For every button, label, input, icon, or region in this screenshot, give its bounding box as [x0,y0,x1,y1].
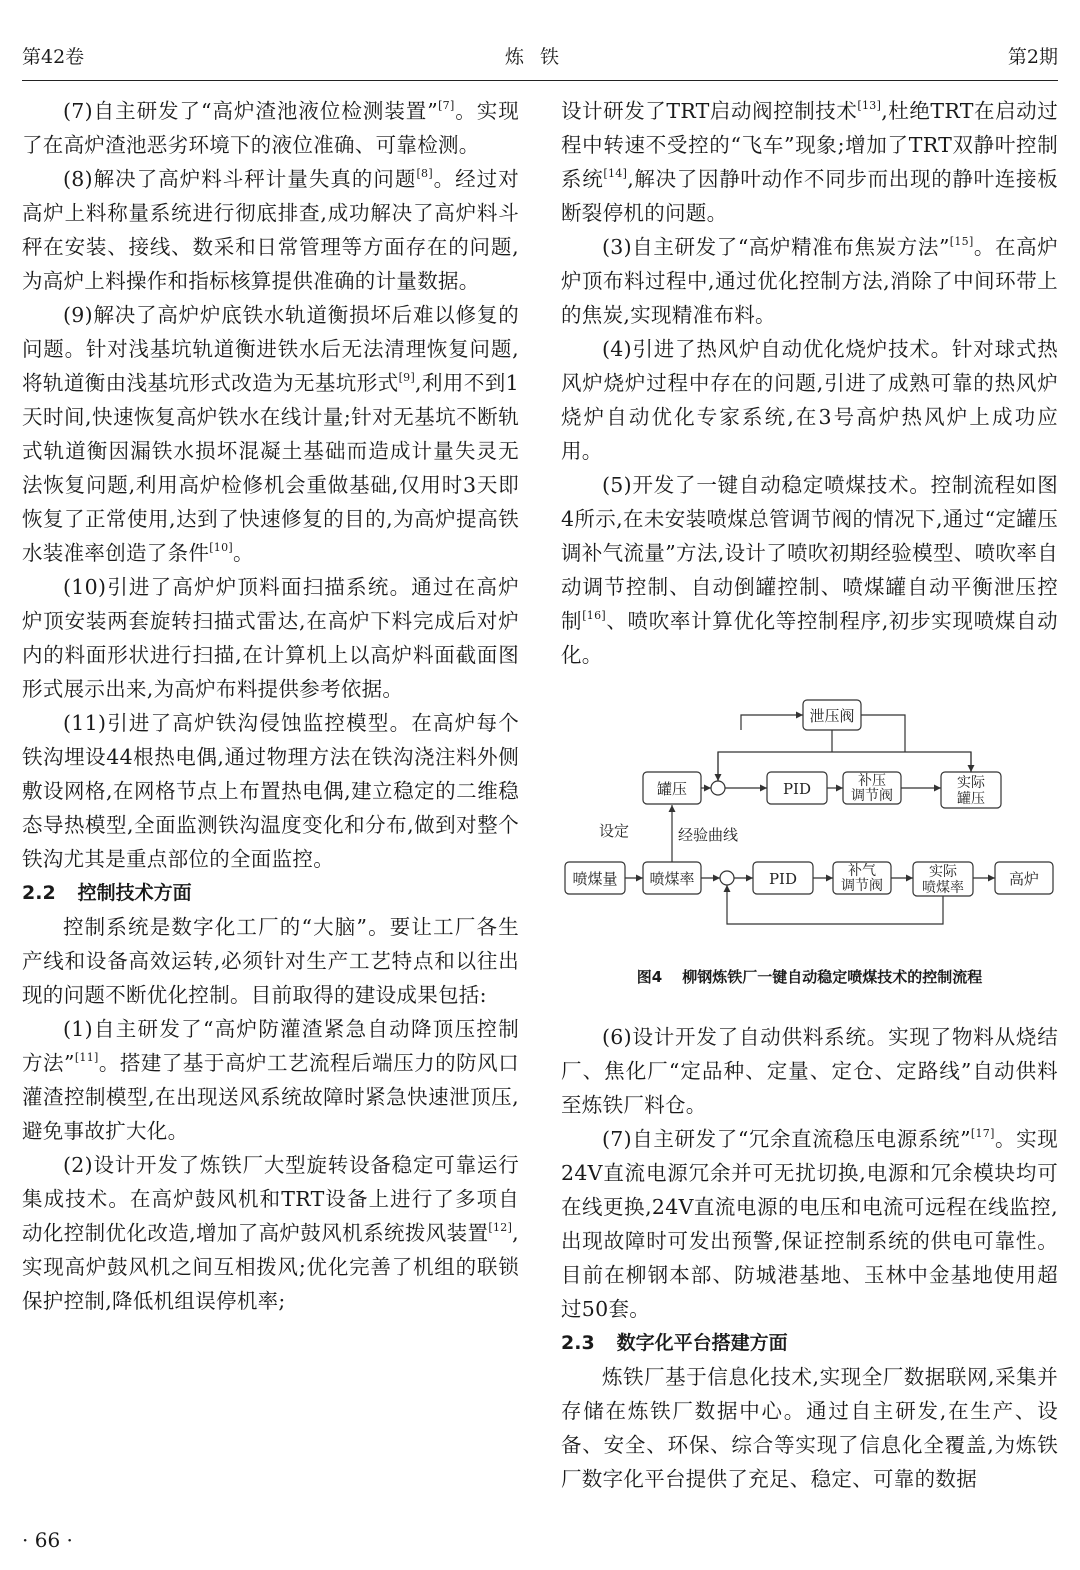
furnace-label: 高炉 [1008,870,1040,888]
citation: [9] [398,371,416,384]
paragraph-item-7: (7)自主研发了“高炉渣池液位检测装置”[7]。实现了在高炉渣池恶劣环境下的液位准确、可靠检测。 [22,99,520,157]
paragraph-control-3: (3)自主研发了“高炉精准布焦炭方法”[15]。在高炉炉顶布料过程中,通过优化控制方法,消除了中间环带上的焦炭,实现精准布料。 [561,235,1058,327]
citation: [12] [488,1221,513,1234]
figure-caption: 图4 柳钢炼铁厂一键自动稳定喷煤技术的控制流程 [636,968,983,986]
section-heading-2-3: 2.3 数字化平台搭建方面 [561,1332,788,1354]
tank-pressure-label: 罐压 [656,780,688,798]
actual-tank-label-1: 实际 [957,775,985,791]
citation: [8] [416,167,433,180]
citation: [17] [970,1127,995,1140]
sum-junction-top [711,781,725,795]
relief-valve-label: 泄压阀 [809,707,855,725]
page-number: · 66 · [22,1528,73,1552]
section-intro: 控制系统是数字化工厂的“大脑”。要让工厂各生产线和设备高效运转,必须针对生产工艺特点和以往出现的问题不断优化控制。目前取得的建设成果包括: [22,915,519,1007]
citation: [7] [438,99,455,112]
paragraph-digital-1: 炼铁厂基于信息化技术,实现全厂数据联网,采集并存储在炼铁厂数据中心。通过自主研发,在生产、设备、安全、环保、综合等实现了信息化全覆盖,为炼铁厂数字化平台提供了充足、稳定、可靠的数据 [561,1365,1058,1491]
paragraph-item-8: (8)解决了高炉料斗秤计量失真的问题[8]。经过对高炉上料称量系统进行彻底排查,成功解决了高炉料斗秤在安装、接线、数采和日常管理等方面存在的问题,为高炉上料操作和指标核算提供准确的计量数据。 [22,167,519,293]
citation: [14] [603,167,628,180]
journal-title: 炼铁 [504,46,575,68]
section-heading-2-2: 2.2 控制技术方面 [22,882,192,904]
actual-tank-label-2: 罐压 [957,791,985,807]
experience-curve-label: 经验曲线 [678,826,739,844]
actual-rate-label-1: 实际 [929,864,957,880]
paragraph-control-4: (4)引进了热风炉自动优化烧炉技术。针对球式热风炉烧炉过程中存在的问题,引进了成熟可靠的热风炉烧炉自动优化专家系统,在3号高炉热风炉上成功应用。 [561,337,1058,463]
supp-pressure-label-1: 补压 [858,773,886,789]
control-flow-diagram [561,672,1058,962]
citation: [15] [949,235,974,248]
citation: [11] [74,1051,99,1064]
sum-junction-bottom [720,871,734,885]
coal-amount-label: 喷煤量 [572,870,618,888]
issue-label: 第2期 [1007,46,1058,68]
supp-gas-label-1: 补气 [848,863,876,879]
actual-rate-label-2: 喷煤率 [922,880,964,896]
supp-pressure-label-2: 调节阀 [851,788,893,804]
running-header [22,44,1058,81]
volume-label: 第42卷 [22,46,85,68]
paragraph-control-5: (5)开发了一键自动稳定喷煤技术。控制流程如图4所示,在未安装喷煤总管调节阀的情况下,通过“定罐压调补气流量”方法,设计了喷吹初期经验模型、喷吹率自动调节控制、自动倒罐控制、喷煤罐自动平衡泄压控制[16]、喷吹率计算优化等控制程序,初步实现喷煤自动化。 [561,473,1058,667]
right-column [561,94,1058,1496]
paragraph-item-10: (10)引进了高炉炉顶料面扫描系统。通过在高炉炉顶安装两套旋转扫描式雷达,在高炉下料完成后对炉内的料面形状进行扫描,在计算机上以高炉料面截面图形式展示出来,为高炉布料提供参考依据。 [22,575,519,701]
paragraph-control-2-continued: 设计研发了TRT启动阀控制技术[13],杜绝TRT在启动过程中转速不受控的“飞车”现象;增加了TRT双静叶控制系统[14],解决了因静叶动作不同步而出现的静叶连接板断裂停机的问题。 [561,99,1059,225]
supp-gas-label-2: 调节阀 [841,878,883,894]
citation: [16] [582,609,606,622]
paragraph-control-6: (6)设计开发了自动供料系统。实现了物料从烧结厂、焦化厂“定品种、定量、定仓、定路线”自动供料至炼铁厂料仓。 [561,1025,1058,1117]
figure-4 [561,672,1058,1020]
coal-rate-label: 喷煤率 [649,870,695,888]
paragraph-item-9: (9)解决了高炉炉底铁水轨道衡损坏后难以修复的问题。针对浅基坑轨道衡进铁水后无法清理恢复问题,将轨道衡由浅基坑形式改造为无基坑形式[9],利用不到1天时间,快速恢复高炉铁水在线计量;针对无基坑不断轨式轨道衡因漏铁水损坏混凝土基础而造成计量失灵无法恢复问题,利用高炉检修机会重做基础,仅用时3天即恢复了正常使用,达到了快速修复的目的,为高炉提高铁水装准率创造了条件[10]。 [22,303,520,565]
pid-bottom-label: PID [768,870,798,888]
setpoint-label: 设定 [599,822,630,840]
paragraph-control-2: (2)设计开发了炼铁厂大型旋转设备稳定可靠运行集成技术。在高炉鼓风机和TRT设备上进行了多项自动化控制优化改造,增加了高炉鼓风机系统拨风装置[12],实现高炉鼓风机之间互相拨风;优化完善了机组的联锁保护控制,降低机组误停机率; [22,1153,519,1313]
citation: [10] [209,541,233,554]
paragraph-control-1: (1)自主研发了“高炉防灌渣紧急自动降顶压控制方法”[11]。搭建了基于高炉工艺流程后端压力的防风口灌渣控制模型,在出现送风系统故障时紧急快速泄顶压,避免事故扩大化。 [22,1017,519,1143]
left-column [22,94,519,1318]
paragraph-control-7: (7)自主研发了“冗余直流稳压电源系统”[17]。实现24V直流电源冗余并可无扰切换,电源和冗余模块均可在线更换,24V直流电源的电压和电流可远程在线监控,出现故障时可发出预警,保证控制系统的供电可靠性。目前在柳钢本部、防城港基地、玉林中金基地使用超过50套。 [561,1127,1059,1321]
citation: [13] [857,99,882,112]
pid-top-label: PID [782,780,812,798]
paragraph-item-11: (11)引进了高炉铁沟侵蚀监控模型。在高炉每个铁沟埋设44根热电偶,通过物理方法在铁沟浇注料外侧敷设网格,在网格节点上布置热电偶,建立稳定的二维稳态导热模型,全面监测铁沟温度变化和分布,做到对整个铁沟尤其是重点部位的全面监控。 [22,711,519,871]
